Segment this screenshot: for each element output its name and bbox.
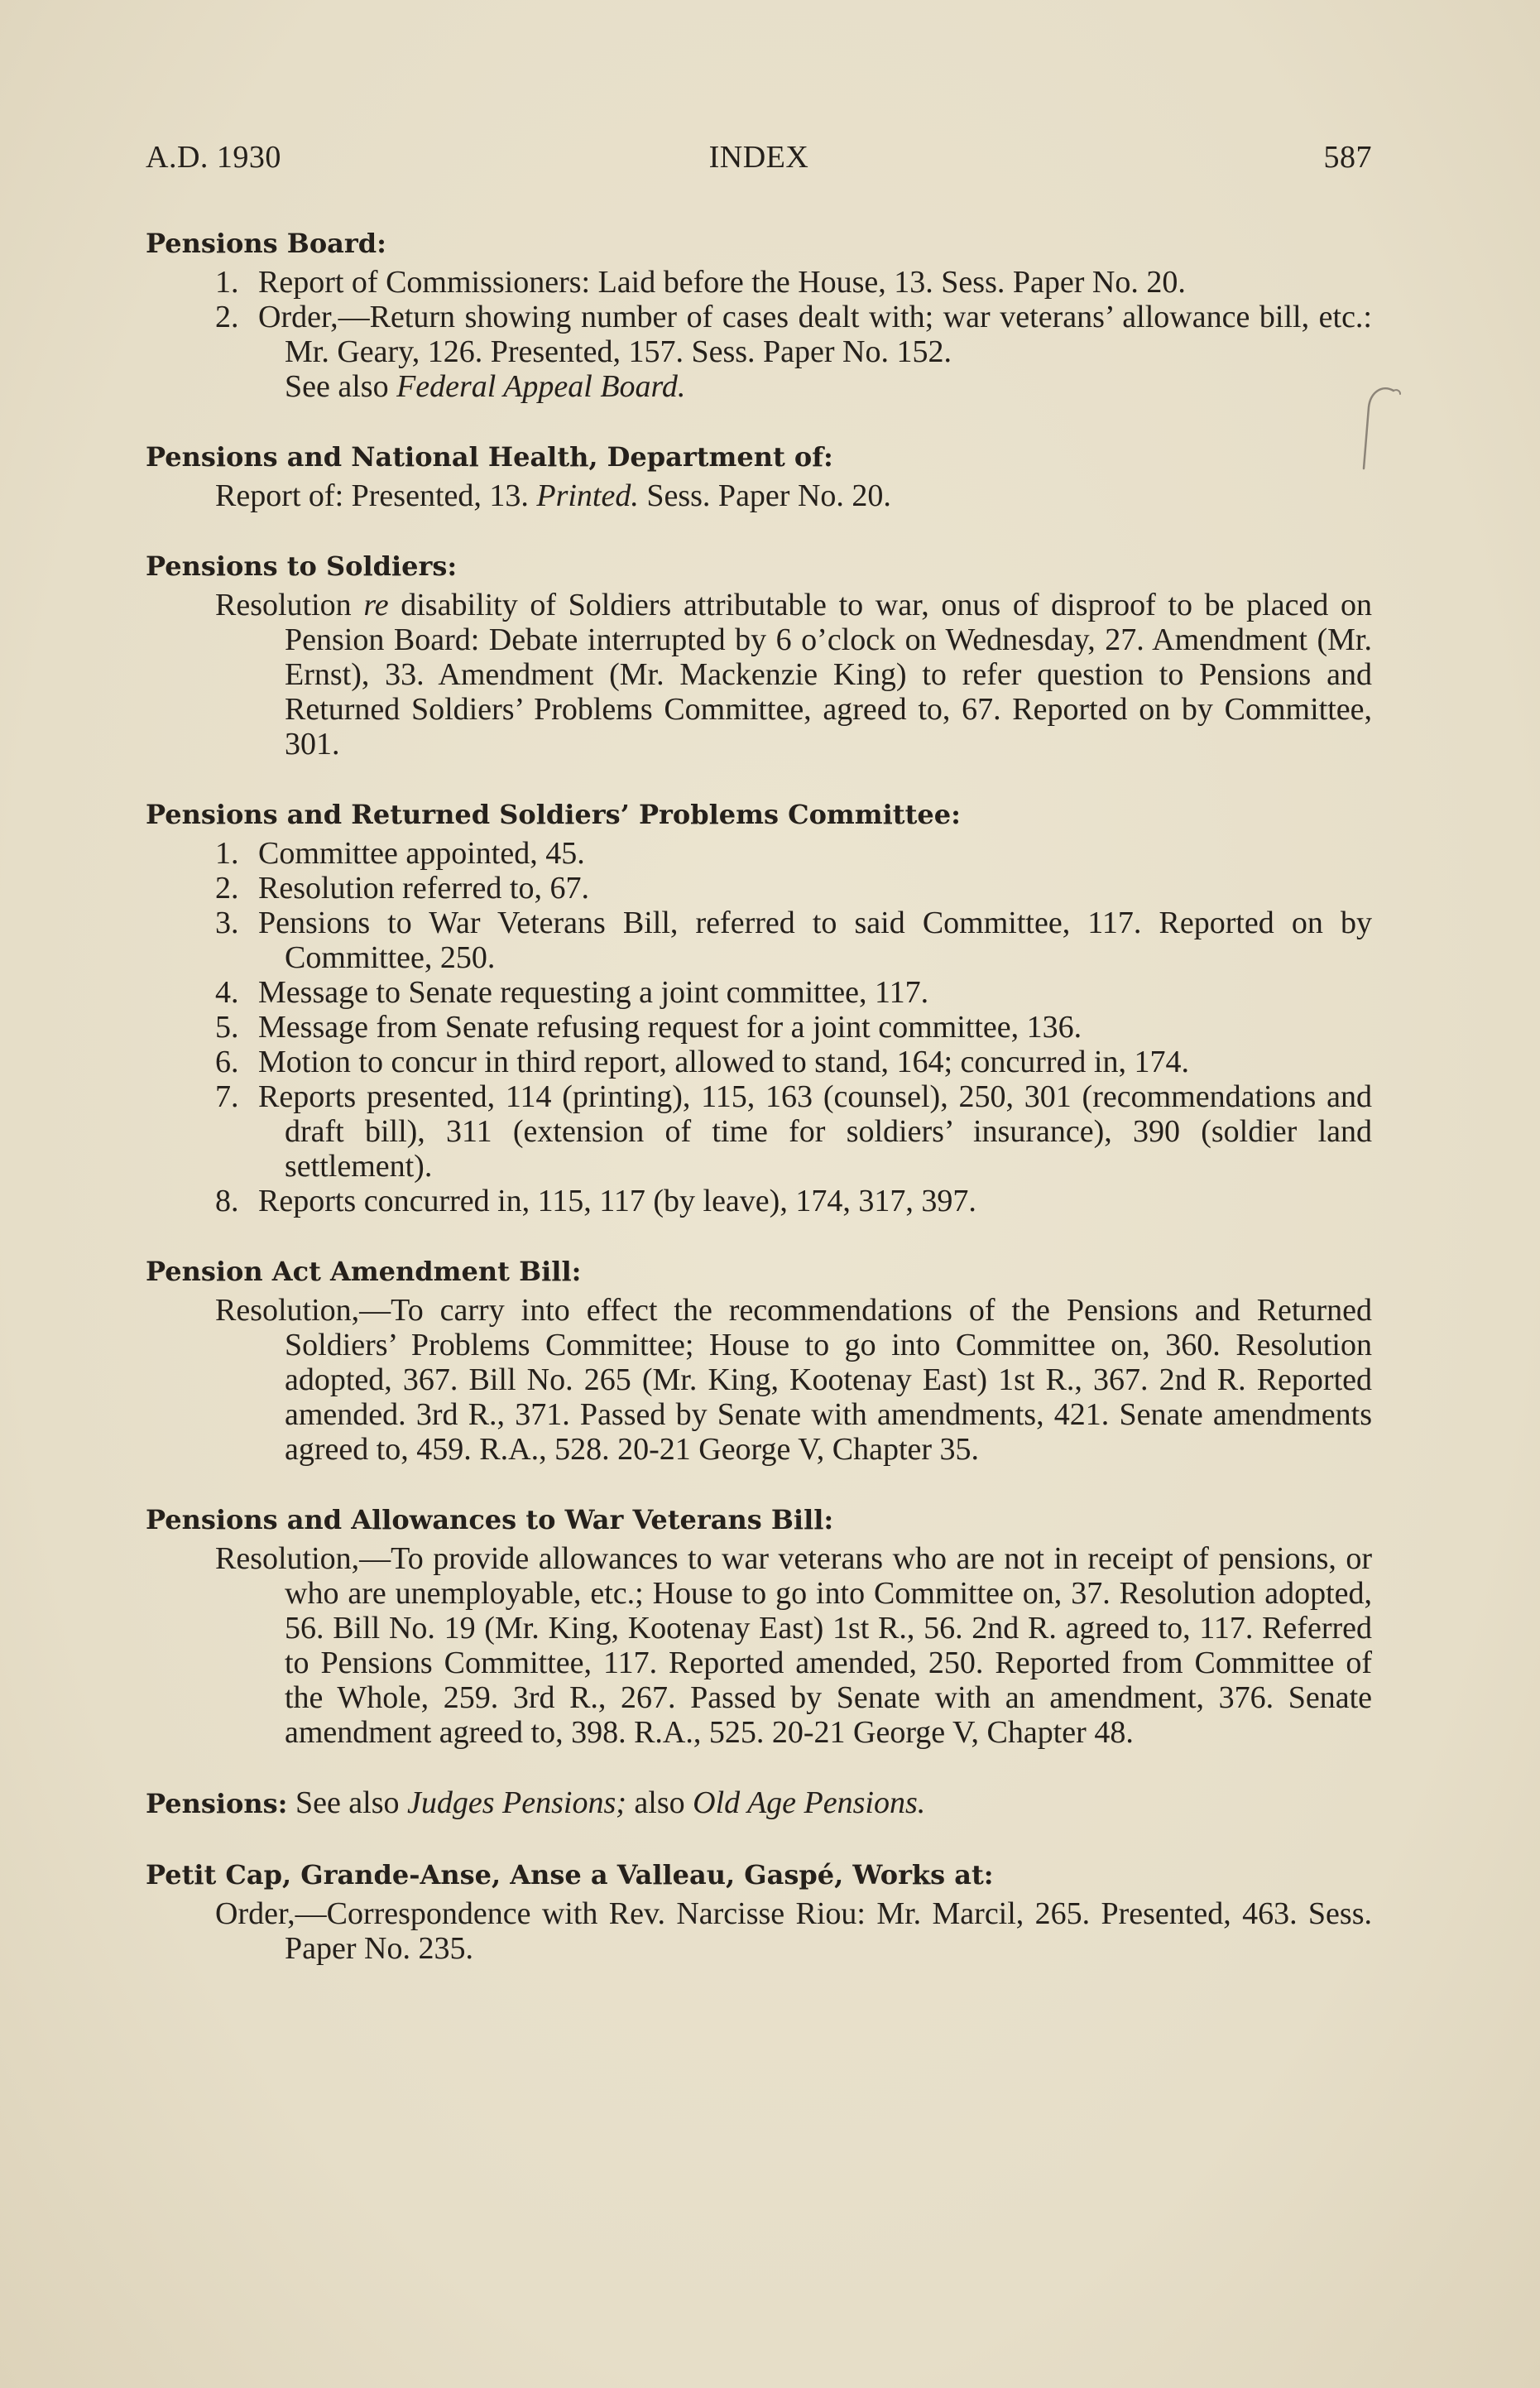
item-text: Reports presented, 114 (printing), 115, 163 (counsel), 250, 301 (recommendations and draft bill), 311 (extension of time for soldiers’ insurance), 390 (soldier land settlement). [258,1079,1372,1184]
see-also-prefix: See also [285,369,389,404]
body-italic: re [363,588,389,622]
entry-heading: Petit Cap, Grande-Anse, Anse a Valleau, Gaspé, Works at: [146,1859,994,1891]
list-item [146,871,1372,906]
see-also-prefix: See also [295,1785,400,1820]
list-item [146,836,1372,871]
running-head [146,139,1372,180]
entry-heading: Pensions and Returned Soldiers’ Problems Committee: [146,799,961,830]
body-text: Report of: Presented, 13. [215,478,529,513]
list-item [146,1010,1372,1045]
cross-reference: Old Age Pensions. [693,1785,926,1820]
entry-pensions-to-soldiers [146,548,1372,762]
item-number: 4. [215,975,239,1010]
entry-heading: Pensions and National Health, Department of: [146,441,833,473]
entry-pensions-board [146,225,1372,404]
item-number: 2. [215,300,239,334]
entry-body: Order,—Correspondence with Rev. Narcisse Riou: Mr. Marcil, 265. Presented, 463. Sess. Paper No. 235. [215,1896,1372,1966]
entry-heading: Pension Act Amendment Bill: [146,1256,582,1287]
entry-heading: Pensions to Soldiers: [146,550,458,582]
entry-body: Resolution,—To carry into effect the recommendations of the Pensions and Returned Soldiers’ Problems Committee; House to go into Committee on, 360. Resolution adopted, 367. Bill No. 265 (Mr. King, Kootenay East) 1st R., 367. 2nd R. Reported amended. 3rd R., 371. Passed by Senate with amendments, 421. Senate amendments agreed to, 459. R.A., 528. 20-21 George V, Chapter 35. [215,1293,1372,1467]
item-text: Pensions to War Veterans Bill, referred to said Committee, 117. Reported on by Committee, 250. [258,906,1372,975]
pencil-margin-mark [1352,382,1402,473]
item-number: 6. [215,1045,239,1079]
list-item [146,265,1372,300]
item-text: Message from Senate refusing request for a joint committee, 136. [258,1010,1082,1045]
item-number: 1. [215,265,239,300]
item-text: Resolution referred to, 67. [258,871,589,906]
cross-reference: Judges Pensions; [407,1785,626,1820]
entry-heading: Pensions Board: [146,228,386,259]
list-item [146,1184,1372,1218]
entry-pensions-national-health [146,439,1372,513]
entry-body [146,478,1372,513]
entry-body [146,588,1372,762]
item-number: 2. [215,871,239,906]
list-item [146,906,1372,975]
entry-petit-cap [146,1857,1372,1966]
entry-body: Resolution,—To provide allowances to war veterans who are not in receipt of pensions, or who are unemployable, etc.; House to go into Committee on, 37. Resolution adopted, 56. Bill No. 19 (Mr. King, Kootenay East) 1st R., 56. 2nd R. agreed to, 117. Referred to Pensions Committee, 117. Reported amended, 250. Reported from Committee of the Whole, 259. 3rd R., 267. Passed by Senate with an amendment, 376. Senate amendment agreed to, 398. R.A., 525. 20-21 George V, Chapter 48. [215,1541,1372,1750]
item-text: Message to Senate requesting a joint committee, 117. [258,975,929,1010]
numbered-list [146,265,1372,369]
body-text: Resolution [215,588,352,622]
list-item [146,300,1372,369]
item-text: Report of Commissioners: Laid before the House, 13. Sess. Paper No. 20. [258,265,1186,300]
item-number: 3. [215,906,239,940]
list-item [146,1045,1372,1079]
entry-pensions-allowances [146,1502,1372,1750]
numbered-list [146,836,1372,1218]
item-text: Order,—Return showing number of cases dealt with; war veterans’ allowance bill, etc.: Mr. Geary, 126. Presented, 157. Sess. Paper No. 152. [258,300,1372,369]
item-text: Reports concurred in, 115, 117 (by leave), 174, 317, 397. [258,1184,976,1218]
entry-heading: Pensions and Allowances to War Veterans Bill: [146,1504,834,1535]
see-also-line [146,369,1372,404]
body-text: disability of Soldiers attributable to war, onus of disproof to be placed on Pension Board: Debate interrupted by 6 o’clock on Wednesday, 27. Amendment (Mr. Ernst), 33. Amendment (Mr. Mackenzie King) to refer question to Pensions and Returned Soldiers’ Problems Committee, agreed to, 67. Reported on by Committee, 301. [285,588,1372,762]
entry-pension-act-amendment [146,1253,1372,1467]
list-item [146,1079,1372,1184]
list-item [146,975,1372,1010]
header-year: A.D. 1930 [146,140,281,175]
item-number: 8. [215,1184,239,1218]
entry-pensions-see-also [146,1785,1372,1822]
header-title: INDEX [708,140,809,175]
page-number: 587 [1323,140,1372,175]
index-content [146,225,1372,2001]
item-number: 7. [215,1079,239,1114]
cross-reference: Federal Appeal Board. [396,369,686,404]
entry-pensions-committee [146,796,1372,1218]
body-text: Sess. Paper No. 20. [646,478,891,513]
entry-heading: Pensions: [146,1788,288,1819]
item-text: Motion to concur in third report, allowed to stand, 164; concurred in, 174. [258,1045,1189,1079]
item-number: 5. [215,1010,239,1045]
see-also-connector: also [634,1785,685,1820]
item-number: 1. [215,836,239,871]
item-text: Committee appointed, 45. [258,836,585,871]
body-italic: Printed. [536,478,639,513]
